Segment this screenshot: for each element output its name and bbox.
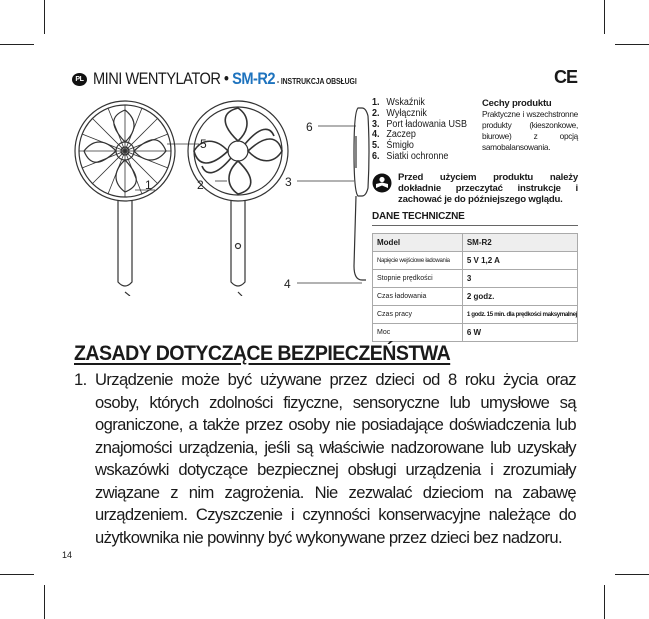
spec-key: Stopnie prędkości bbox=[373, 270, 463, 288]
table-row bbox=[373, 270, 578, 288]
list-item bbox=[372, 152, 467, 163]
reading-person-icon bbox=[372, 173, 392, 193]
part-label: Zaczep bbox=[386, 129, 416, 141]
spec-value: 3 bbox=[462, 270, 577, 288]
part-number: 5. bbox=[372, 140, 380, 152]
specs-title: DANE TECHNICZNE bbox=[372, 211, 465, 222]
product-name: MINI WENTYLATOR bbox=[93, 69, 221, 88]
spec-key: Napięcie wejściowe ładowania bbox=[373, 252, 463, 270]
spec-value: 1 godz. 15 min. dla prędkości maksymalnej bbox=[462, 306, 577, 324]
crop-mark bbox=[604, 0, 605, 34]
fan-front-view bbox=[75, 101, 175, 296]
fan-side-view bbox=[354, 108, 369, 280]
spec-value: 2 godz. bbox=[462, 288, 577, 306]
part-label: Port ładowania USB bbox=[386, 118, 467, 130]
divider bbox=[372, 225, 578, 226]
table-row bbox=[373, 306, 578, 324]
read-instructions-notice bbox=[372, 173, 578, 205]
notice-text: Przed użyciem produktu należy dokładnie przeczytać instrukcje i zachować je do późniejszego wglądu. bbox=[398, 172, 578, 205]
table-row bbox=[373, 288, 578, 306]
crop-mark bbox=[604, 585, 605, 619]
part-label: Wyłącznik bbox=[386, 107, 427, 119]
part-number: 1. bbox=[372, 97, 380, 108]
features-text: Praktyczne i wszechstronne produkty (kieszonkowe, biurowe) z opcją samobalansowania. bbox=[482, 109, 578, 152]
spec-key: Model bbox=[373, 234, 463, 252]
part-label: Wskaźnik bbox=[386, 97, 425, 108]
part-label: Śmigło bbox=[386, 140, 414, 152]
spec-value: SM-R2 bbox=[462, 234, 577, 252]
product-diagram bbox=[70, 96, 370, 296]
spec-key: Czas ładowania bbox=[373, 288, 463, 306]
spec-value: 5 V 1,2 A bbox=[462, 252, 577, 270]
crop-mark bbox=[44, 0, 45, 34]
rule-text: Urządzenie może być używane przez dzieci od 8 roku życia oraz osoby, których zdolności fizyczne, sensoryczne lub umysłowe są ograniczone, a także przez osoby nie posiadające doświadczenia lub znajomości urządzenia, jeśli są właściwie nadzorowane lub uzyskały wskazówki dotyczące bezpiecznej obsługi urządzenia i zrozumiały związane z nim zagrożenia. Nie zezwalać dzieciom na zabawę urządzeniem. Czyszczenie i czynności konserwacyjne należące do użytkownika nie powinny być wykonywane przez dzieci bez nadzoru. bbox=[95, 370, 576, 547]
spec-key: Moc bbox=[373, 324, 463, 342]
part-label: Siatki ochronne bbox=[386, 150, 449, 162]
language-badge: PL bbox=[72, 73, 87, 86]
document-header bbox=[72, 66, 400, 92]
fan-back-view bbox=[188, 101, 288, 296]
features-title: Cechy produktu bbox=[482, 98, 552, 109]
table-row bbox=[373, 252, 578, 270]
safety-title: ZASADY DOTYCZĄCE BEZPIECZEŃSTWA bbox=[74, 341, 451, 365]
model-name: SM-R2 bbox=[232, 69, 275, 88]
crop-mark bbox=[0, 44, 34, 45]
page-number: 14 bbox=[62, 550, 73, 560]
parts-list bbox=[372, 98, 467, 163]
figure-label: 5 bbox=[200, 137, 207, 151]
figure-label: 2 bbox=[197, 178, 204, 192]
figure-label: 6 bbox=[306, 120, 313, 134]
part-number: 3. bbox=[372, 118, 380, 130]
figure-label: 4 bbox=[284, 277, 291, 291]
part-number: 2. bbox=[372, 107, 380, 119]
figure-label: 3 bbox=[285, 175, 292, 189]
product-features bbox=[482, 98, 578, 153]
part-number: 6. bbox=[372, 150, 380, 162]
safety-rule bbox=[74, 369, 576, 549]
figure-label: 1 bbox=[145, 178, 152, 192]
part-number: 4. bbox=[372, 129, 380, 141]
specs-table bbox=[372, 233, 578, 342]
spec-key: Czas pracy bbox=[373, 306, 463, 324]
document-title bbox=[93, 69, 357, 89]
crop-mark bbox=[615, 574, 649, 575]
table-row bbox=[373, 324, 578, 342]
table-row bbox=[373, 234, 578, 252]
title-bullet: • bbox=[220, 69, 233, 88]
ce-mark: CE bbox=[554, 67, 578, 87]
instruction-label: - INSTRUKCJA OBSŁUGI bbox=[274, 77, 357, 86]
spec-value: 6 W bbox=[462, 324, 577, 342]
crop-mark bbox=[44, 585, 45, 619]
list-item bbox=[372, 109, 467, 120]
crop-mark bbox=[615, 44, 649, 45]
crop-mark bbox=[0, 574, 34, 575]
rule-number: 1. bbox=[74, 370, 87, 389]
